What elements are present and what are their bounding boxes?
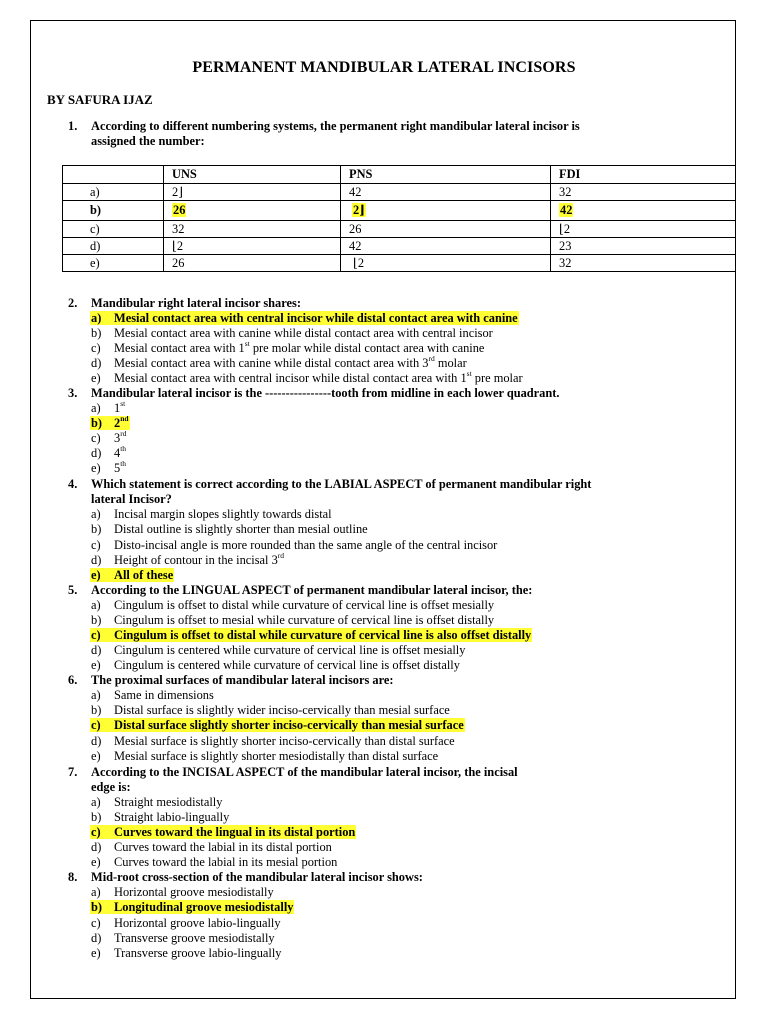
table-row — [63, 184, 736, 201]
question-number: 2. — [68, 296, 78, 310]
option-text: Curves toward the lingual in its distal portion — [114, 825, 356, 839]
option-text: Curves toward the labial in its distal portion — [114, 840, 332, 854]
option-label: d) — [91, 446, 102, 460]
table-row — [63, 221, 736, 238]
option-e-correct — [90, 568, 174, 583]
question-number: 8. — [68, 870, 78, 884]
pns-cell: 42 — [341, 184, 551, 201]
uns-cell: 2⌋ — [164, 184, 341, 201]
option-e — [91, 946, 281, 961]
fdi-cell: 32 — [551, 184, 736, 201]
row-label: e) — [63, 255, 164, 272]
option-label: d) — [91, 734, 102, 748]
question-4-text-cont: lateral Incisor? — [91, 492, 172, 506]
option-b — [91, 703, 450, 718]
superscript: nd — [120, 414, 129, 423]
option-b — [91, 810, 229, 825]
option-d — [91, 643, 465, 658]
option-b — [91, 522, 368, 537]
fdi-cell: 23 — [551, 238, 736, 255]
option-b — [91, 326, 493, 341]
option-text: Cingulum is offset to distal while curvature of cervical line is offset mesially — [114, 598, 495, 612]
option-a — [91, 885, 274, 900]
fdi-cell-highlighted: 42 — [560, 203, 573, 217]
option-text: Mesial contact area with canine while distal contact area with central incisor — [114, 326, 493, 340]
row-label: d) — [63, 238, 164, 255]
option-d — [91, 553, 284, 568]
header-cell: FDI — [551, 166, 736, 184]
option-text: Mesial contact area with 1 — [114, 341, 245, 355]
question-3-text: Mandibular lateral incisor is the ----------------tooth from midline in each lower quadrant. — [91, 386, 560, 400]
option-e — [91, 658, 460, 673]
option-d — [91, 931, 275, 946]
option-label: e) — [91, 461, 101, 475]
question-1-text: According to different numbering systems, the permanent right mandibular lateral incisor is — [91, 119, 580, 133]
option-label: a) — [91, 885, 101, 899]
option-label: e) — [91, 855, 101, 869]
question-number: 7. — [68, 765, 78, 779]
option-label: e) — [91, 749, 101, 763]
option-a — [91, 688, 214, 703]
option-label: d) — [91, 643, 102, 657]
option-c — [91, 916, 281, 931]
superscript: th — [120, 444, 127, 453]
uns-cell: ⌊2 — [164, 238, 341, 255]
option-label: c) — [91, 341, 101, 355]
option-text: Height of contour in the incisal 3 — [114, 553, 278, 567]
option-text: Curves toward the labial in its mesial portion — [114, 855, 338, 869]
numbering-table — [62, 165, 736, 272]
option-label: b) — [91, 522, 102, 536]
option-text: Disto-incisal angle is more rounded than the same angle of the central incisor — [114, 538, 498, 552]
option-label: e) — [91, 568, 101, 582]
table-header-row — [63, 166, 736, 184]
question-number: 4. — [68, 477, 78, 491]
row-label: c) — [63, 221, 164, 238]
option-d — [91, 734, 455, 749]
option-e — [91, 855, 337, 870]
fdi-cell: ⌊2 — [551, 221, 736, 238]
option-label: e) — [91, 371, 101, 385]
option-label: a) — [91, 311, 102, 325]
header-cell — [63, 166, 164, 184]
option-text: Transverse groove labio-lingually — [114, 946, 282, 960]
pns-cell: 26 — [341, 221, 551, 238]
option-text: 1 — [114, 401, 121, 415]
option-d — [91, 356, 467, 371]
table-row-correct — [63, 201, 736, 221]
option-text: Incisal margin slopes slightly towards distal — [114, 507, 332, 521]
question-2-text: Mandibular right lateral incisor shares: — [91, 296, 301, 310]
option-text-cont: molar — [434, 356, 467, 370]
superscript: rd — [428, 354, 435, 363]
option-e — [91, 371, 523, 386]
option-text: Horizontal groove labio-lingually — [114, 916, 281, 930]
option-text: 5 — [114, 461, 121, 475]
question-7-text: According to the INCISAL ASPECT of the mandibular lateral incisor, the incisal — [91, 765, 518, 779]
table-row — [63, 255, 736, 272]
option-text: Longitudinal groove mesiodistally — [114, 900, 294, 914]
option-label: e) — [91, 658, 101, 672]
question-8-text: Mid-root cross-section of the mandibular lateral incisor shows: — [91, 870, 423, 884]
option-label: b) — [91, 810, 102, 824]
option-a-correct — [90, 311, 519, 326]
question-5-text: According to the LINGUAL ASPECT of permanent mandibular lateral incisor, the: — [91, 583, 533, 597]
option-label: a) — [91, 688, 101, 702]
option-e — [91, 461, 126, 476]
option-text: All of these — [114, 568, 174, 582]
option-text: Distal outline is slightly shorter than mesial outline — [114, 522, 368, 536]
option-label: c) — [91, 628, 101, 642]
option-text: Straight labio-lingually — [114, 810, 230, 824]
option-label: a) — [91, 401, 101, 415]
option-label: d) — [91, 931, 102, 945]
option-label: b) — [91, 416, 103, 430]
option-label: b) — [91, 326, 102, 340]
option-label: b) — [91, 900, 103, 914]
option-c-correct — [90, 718, 465, 733]
author-line: BY SAFURA IJAZ — [47, 92, 153, 107]
option-text: Distal surface is slightly wider inciso-cervically than mesial surface — [114, 703, 450, 717]
option-c-correct — [90, 825, 356, 840]
option-label: a) — [91, 598, 101, 612]
option-a — [91, 598, 494, 613]
option-text: Distal surface slightly shorter inciso-cervically than mesial surface — [114, 718, 464, 732]
question-1-text-cont: assigned the number: — [91, 134, 205, 148]
option-text: Mesial surface is slightly shorter mesiodistally than distal surface — [114, 749, 439, 763]
option-b-correct — [90, 900, 294, 915]
option-text-cont: pre molar — [471, 371, 523, 385]
option-text: 3 — [114, 431, 121, 445]
question-4-text: Which statement is correct according to the LABIAL ASPECT of permanent mandibular right — [91, 477, 592, 491]
option-b — [91, 613, 494, 628]
option-d — [91, 840, 332, 855]
pns-cell: ⌊2 — [341, 255, 551, 272]
uns-cell-highlighted: 26 — [173, 203, 186, 217]
superscript: st — [244, 339, 250, 348]
option-text: Cingulum is centered while curvature of cervical line is offset mesially — [114, 643, 466, 657]
option-label: c) — [91, 825, 101, 839]
option-text: Cingulum is offset to mesial while curvature of cervical line is offset distally — [114, 613, 495, 627]
option-text: 4 — [114, 446, 121, 460]
question-7-text-cont: edge is: — [91, 780, 131, 794]
pns-cell-highlighted: 2⌋ — [353, 203, 366, 217]
option-a — [91, 795, 222, 810]
superscript: th — [120, 459, 127, 468]
superscript: st — [120, 399, 126, 408]
superscript: rd — [277, 551, 285, 560]
option-label: c) — [91, 538, 101, 552]
document-title: PERMANENT MANDIBULAR LATERAL INCISORS — [192, 59, 576, 76]
uns-cell: 32 — [164, 221, 341, 238]
question-number: 1. — [68, 119, 78, 133]
option-text: Cingulum is centered while curvature of cervical line is offset distally — [114, 658, 460, 672]
option-text: Mesial surface is slightly shorter inciso-cervically than distal surface — [114, 734, 455, 748]
row-label: a) — [63, 184, 164, 201]
table-row — [63, 238, 736, 255]
superscript: rd — [120, 429, 127, 438]
option-label: b) — [91, 703, 102, 717]
option-label: d) — [91, 356, 102, 370]
fdi-cell: 32 — [551, 255, 736, 272]
header-cell: PNS — [341, 166, 551, 184]
option-text-cont: pre molar while distal contact area with canine — [249, 341, 485, 355]
superscript: st — [466, 369, 472, 378]
row-label: b) — [63, 201, 164, 221]
uns-cell: 26 — [164, 255, 341, 272]
option-text: Mesial contact area with central incisor while distal contact area with canine — [114, 311, 518, 325]
option-text: Transverse groove mesiodistally — [114, 931, 275, 945]
option-label: a) — [91, 795, 101, 809]
option-c — [91, 538, 497, 553]
option-text: Mesial contact area with canine while distal contact area with 3 — [114, 356, 429, 370]
option-label: a) — [91, 507, 101, 521]
question-number: 6. — [68, 673, 78, 687]
option-text: Horizontal groove mesiodistally — [114, 885, 274, 899]
question-number: 5. — [68, 583, 78, 597]
option-text: Mesial contact area with central incisor while distal contact area with 1 — [114, 371, 467, 385]
question-number: 3. — [68, 386, 78, 400]
option-c-correct — [90, 628, 532, 643]
option-label: c) — [91, 431, 101, 445]
option-label: b) — [91, 613, 102, 627]
option-text: Cingulum is offset to distal while curvature of cervical line is also offset distally — [114, 628, 532, 642]
option-text: Same in dimensions — [114, 688, 214, 702]
option-label: d) — [91, 553, 102, 567]
option-e — [91, 749, 438, 764]
pns-cell: 42 — [341, 238, 551, 255]
option-text: Straight mesiodistally — [114, 795, 223, 809]
question-6-text: The proximal surfaces of mandibular lateral incisors are: — [91, 673, 394, 687]
option-a — [91, 507, 332, 522]
option-label: c) — [91, 718, 101, 732]
option-c — [91, 341, 484, 356]
option-label: c) — [91, 916, 101, 930]
header-cell: UNS — [164, 166, 341, 184]
option-label: e) — [91, 946, 101, 960]
option-text: 2 — [114, 416, 121, 430]
option-label: d) — [91, 840, 102, 854]
